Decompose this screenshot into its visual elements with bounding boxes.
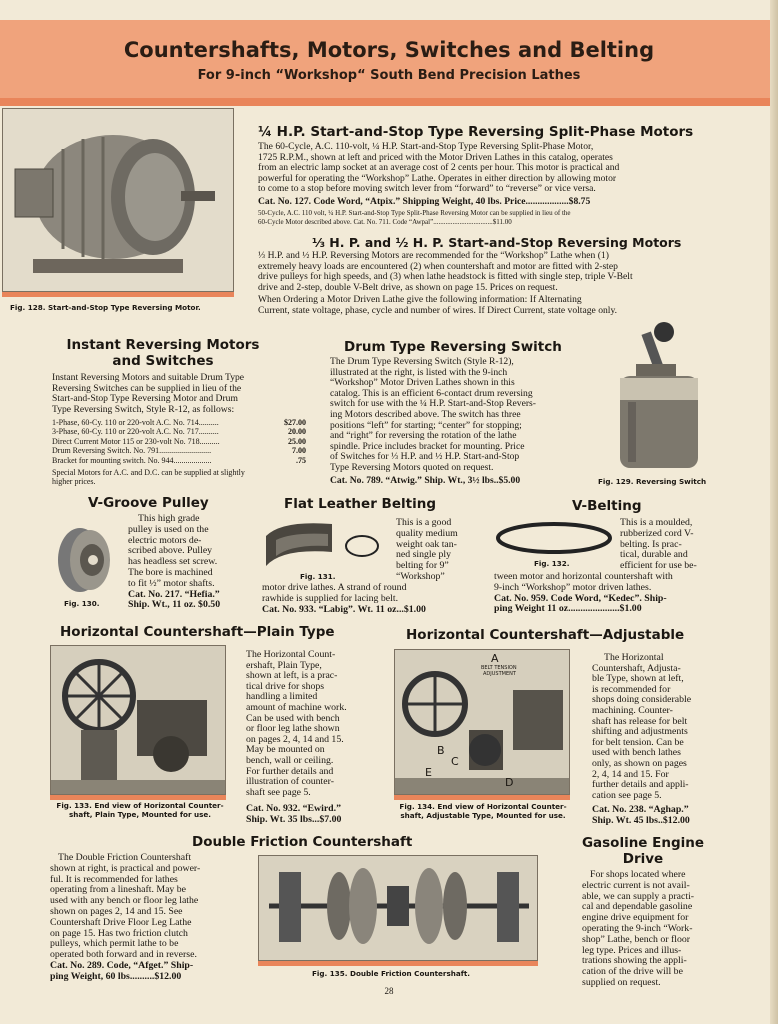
v-groove-heading: V-Groove Pulley xyxy=(88,495,209,511)
v-belting-heading: V-Belting xyxy=(572,498,642,514)
friction-line: used with any bench or floor leg lathe xyxy=(50,896,199,907)
special-motors-note xyxy=(52,468,310,486)
page-title: Countershafts, Motors, Switches and Belting xyxy=(123,38,655,62)
price-row xyxy=(52,437,306,446)
belting-line: ned single ply xyxy=(396,550,451,561)
adj-cat: Ship. Wt. 45 lbs..$12.00 xyxy=(592,815,690,826)
gasoline-line: cation of the drive will be xyxy=(582,967,683,978)
adj-line: Countershaft, Adjusta- xyxy=(592,663,681,674)
plain-line: ershaft, Plain Type, xyxy=(246,660,322,671)
fig-135-caption: Fig. 135. Double Friction Countershaft. xyxy=(312,969,471,978)
quarter-hp-note: 50-Cycle, A.C. 110 volt, ¼ H.P. Start-and-Stop Type Split-Phase Reversing Motor can be supplied in lieu of the xyxy=(258,208,571,217)
adj-line: for belt tension. Can be xyxy=(592,737,684,748)
flat-belting-body xyxy=(396,518,472,583)
plain-line: handling a limited xyxy=(246,692,318,703)
gasoline-line: shop” Lathe, bench or floor xyxy=(582,934,691,945)
vbelt-line: tween motor and horizontal countershaft with xyxy=(494,572,673,582)
label-adjustment: ADJUSTMENT xyxy=(483,671,516,677)
instant-motors-body xyxy=(52,373,310,415)
instant-heading-line: and Switches xyxy=(112,353,214,369)
v-belt-figure xyxy=(494,518,616,560)
vbelt-line: This is a moulded, xyxy=(620,518,693,528)
quarter-hp-heading: ¼ H.P. Start-and-Stop Type Reversing Split-Phase Motors xyxy=(258,124,694,140)
adj-line: shaft has release for belt xyxy=(592,716,688,727)
flat-belt-figure xyxy=(262,516,390,574)
adj-line: 2, 4, 14 and 15. For xyxy=(592,769,669,780)
drum-line: Type Reversing Motors quoted on request. xyxy=(330,462,494,473)
fig-133-line: Fig. 133. End view of Horizontal Counter- xyxy=(56,802,224,810)
gasoline-line: cal and dependable gasoline xyxy=(582,902,693,913)
horiz-plain-body xyxy=(246,650,376,826)
adj-line: The Horizontal xyxy=(604,653,664,663)
label-b: B xyxy=(437,744,445,757)
drum-line: switch for use with the ¼ H.P. Start-and-Stop Revers- xyxy=(330,399,536,410)
third-hp-line: drive pulleys for high speeds, and (3) when lathe headstock is fitted with single step, triple V-Belt xyxy=(258,272,633,283)
instant-heading-line: Instant Reversing Motors xyxy=(66,337,260,353)
horiz-adjustable-heading: Horizontal Countershaft—Adjustable xyxy=(406,627,685,643)
price-row xyxy=(52,446,306,455)
horiz-adjustable-body xyxy=(592,653,716,827)
vbelt-line: efficient for use be- xyxy=(620,561,697,572)
gasoline-heading xyxy=(570,835,716,867)
instant-line: Start-and-Stop Type Reversing Motor and Drum xyxy=(52,394,238,405)
third-hp-line: drive and 2-step, double V-Belt drive, as shown on page 15. Prices on request. xyxy=(258,282,558,293)
order-info-line: Current, state voltage, phase, cycle and number of wires. If Direct Current, state voltage only. xyxy=(258,305,618,316)
drum-line: The Drum Type Reversing Switch (Style R-12), xyxy=(330,357,514,367)
label-e: E xyxy=(425,766,432,779)
double-friction-rule xyxy=(258,961,538,966)
adj-line: cation see page 5. xyxy=(592,790,662,801)
gasoline-line: able, we can supply a practi- xyxy=(582,891,695,902)
drum-switch-illustration xyxy=(606,318,716,478)
friction-line: The Double Friction Countershaft xyxy=(58,853,192,863)
third-hp-line: extremely heavy loads are encountered (2) when countershaft and motor are fitted with 2-step xyxy=(258,261,618,272)
gasoline-line: leg type. Prices and illus- xyxy=(582,945,682,956)
price-value: 20.00 xyxy=(288,427,306,437)
gasoline-line: For shops located where xyxy=(590,870,686,880)
fig-134-caption xyxy=(392,803,574,820)
drum-switch-heading: Drum Type Reversing Switch xyxy=(344,339,562,355)
adj-line: further details and appli- xyxy=(592,780,689,791)
instant-motors-heading xyxy=(48,337,278,369)
plain-line: May be mounted on xyxy=(246,745,325,756)
quarter-hp-body xyxy=(258,142,714,227)
pulley-cat: Ship. Wt., 11 oz. $0.50 xyxy=(128,600,221,611)
adj-line: shops doing considerable xyxy=(592,695,692,706)
drum-line: catalog. This is an efficient 6-contact drum reversing xyxy=(330,388,533,399)
price-row xyxy=(52,456,306,465)
pulley-line: The bore is machined xyxy=(128,567,213,578)
pulley-line: This high grade xyxy=(138,514,200,524)
friction-line: on page 15. Has two friction clutch xyxy=(50,928,188,939)
drum-line: ing Motors described above. The switch has three xyxy=(330,409,521,420)
fig-133-caption xyxy=(50,802,230,819)
friction-line: ful. It is recommended for lathes xyxy=(50,874,178,885)
price-row xyxy=(52,418,306,427)
page-edge-shadow xyxy=(770,0,778,1024)
vbelt-line: belting. Is prac- xyxy=(620,539,682,550)
plain-cat: Ship. Wt. 35 lbs...$7.00 xyxy=(246,814,342,825)
double-friction-figure xyxy=(258,855,538,961)
price-item: Direct Current Motor 115 or 230-volt No. 718.......... xyxy=(52,436,220,446)
belting-line: “Workshop” xyxy=(396,571,445,582)
friction-line: operated both forward and in reverse. xyxy=(50,950,197,961)
v-belt-illustration xyxy=(494,518,616,560)
plain-line: Can be used with bench xyxy=(246,713,340,724)
vbelt-line: rubberized cord V- xyxy=(620,528,694,539)
fig-131-caption: Fig. 131. xyxy=(300,572,336,581)
page-subtitle: For 9-inch “Workshop“ South Bend Precision Lathes xyxy=(197,68,581,83)
label-belt-tension: BELT TENSION xyxy=(481,665,517,671)
plain-cat: Cat. No. 932. “Ewird.” xyxy=(246,804,341,815)
plain-line: amount of machine work. xyxy=(246,702,347,713)
vbelt-line: 9-inch “Workshop” motor driven lathes. xyxy=(494,582,652,593)
fig-132-caption: Fig. 132. xyxy=(534,559,570,568)
horiz-adjustable-figure xyxy=(394,649,570,795)
special-line: Special Motors for A.C. and D.C. can be supplied at slightly xyxy=(52,468,245,477)
v-belting-body xyxy=(620,518,716,572)
fig-134-line: Fig. 134. End view of Horizontal Counter- xyxy=(399,803,567,811)
drum-cat: Cat. No. 789. “Atwig.” Ship. Wt., 3½ lbs..$5.00 xyxy=(330,475,521,486)
horiz-plain-heading: Horizontal Countershaft—Plain Type xyxy=(60,624,335,640)
special-line: higher prices. xyxy=(52,477,96,486)
double-friction-illustration xyxy=(259,856,538,961)
adj-line: shifting and adjustments xyxy=(592,727,688,738)
adj-line: used with bench lathes xyxy=(592,748,681,759)
gasoline-line: engine drive equipment for xyxy=(582,913,689,924)
flat-belt-illustration xyxy=(262,516,390,574)
horiz-adjustable-rule xyxy=(394,795,570,800)
motor-figure-rule xyxy=(2,292,234,297)
friction-line: pulleys, which permit lathe to be xyxy=(50,939,179,950)
price-item: 1-Phase, 60-Cy. 110 or 220-volt A.C. No. 714.......... xyxy=(52,418,219,427)
gasoline-body xyxy=(582,870,716,989)
horiz-plain-figure xyxy=(50,645,226,795)
quarter-hp-note: 60-Cycle Motor described above. Cat. No. 711. Code “Awpal”..................................$11.00 xyxy=(258,217,512,226)
fig-130-caption: Fig. 130. xyxy=(64,599,100,608)
adj-line: ble Type, shown at left, xyxy=(592,674,684,685)
pulley-line: electric motors de- xyxy=(128,535,202,546)
instant-line: Reversing Switches can be supplied in lieu of the xyxy=(52,383,242,394)
price-item: 3-Phase, 60-Cy. 110 or 220-volt A.C. No. 717.......... xyxy=(52,427,219,437)
price-value: $27.00 xyxy=(284,418,306,427)
friction-cat: Cat. No. 289. Code, “Afget.” Ship- xyxy=(50,960,194,971)
price-value: 25.00 xyxy=(288,436,306,446)
double-friction-body xyxy=(50,853,246,983)
label-c: C xyxy=(451,755,459,768)
gasoline-heading-line: Drive xyxy=(622,851,664,867)
friction-line: shown at right, is practical and power- xyxy=(50,863,201,874)
page-number: 28 xyxy=(384,986,394,996)
fig-129-caption: Fig. 129. Reversing Switch xyxy=(598,477,707,486)
plain-line: The Horizontal Count- xyxy=(246,650,336,660)
plain-line: on pages 2, 4, 14 and 15. xyxy=(246,734,344,745)
label-d: D xyxy=(505,776,514,789)
instant-line: Type Reversing Switch, Style R-12, as follows: xyxy=(52,404,235,415)
label-a: A xyxy=(491,652,499,665)
quarter-hp-line: to come to a stop before moving switch lever from “forward” to “reverse” or vice versa. xyxy=(258,184,596,195)
price-row xyxy=(52,427,306,436)
belting-line: This is a good xyxy=(396,518,452,528)
third-hp-heading: ⅓ H. P. and ½ H. P. Start-and-Stop Reversing Motors xyxy=(312,235,682,250)
plain-line: bench, wall or ceiling. xyxy=(246,755,334,766)
pulley-line: has headless set screw. xyxy=(128,557,218,568)
drum-switch-body xyxy=(330,357,598,486)
pulley-line: scribed above. Pulley xyxy=(128,546,213,557)
price-value: .75 xyxy=(296,455,306,465)
friction-line: shown on pages 2, 14 and 15. See xyxy=(50,906,183,917)
horiz-plain-illustration xyxy=(51,646,226,795)
belting-line: motor drive lathes. A strand of round xyxy=(262,583,407,593)
gasoline-line: operating the 9-inch “Work- xyxy=(582,923,693,934)
gasoline-line: trations showing the appli- xyxy=(582,956,687,967)
third-hp-line: ⅓ H.P. and ½ H.P. Reversing Motors are recommended for the “Workshop” Lathe when (1) xyxy=(258,251,609,261)
adj-line: only, as shown on pages xyxy=(592,758,687,769)
flat-belting-heading: Flat Leather Belting xyxy=(284,496,436,512)
drum-line: of Switches for ⅓ H.P. and ½ H.P. Start-and-Stop xyxy=(330,452,520,463)
fig-128-caption: Fig. 128. Start-and-Stop Type Reversing Motor. xyxy=(10,303,201,312)
plain-line: tical drive for shops xyxy=(246,681,325,692)
gasoline-line: electric current is not avail- xyxy=(582,880,690,891)
pulley-illustration xyxy=(50,520,120,598)
instant-price-list xyxy=(52,418,306,465)
drum-line: spindle. Price includes bracket for mounting. Price xyxy=(330,441,525,452)
quarter-hp-line: 1725 R.P.M., shown at left and priced with the Motor Driven Lathes in this catalog, operates xyxy=(258,152,613,163)
drum-line: positions “left” for starting; “center” for stopping; xyxy=(330,420,522,431)
v-belting-body-2 xyxy=(494,572,716,615)
pulley-line: to fit ½” motor shafts. xyxy=(128,578,215,589)
fig-134-line: shaft, Adjustable Type, Mounted for use. xyxy=(400,811,566,820)
quarter-hp-cat: Cat. No. 127. Code Word, “Atpix.” Shipping Weight, 40 lbs. Price..................$8.75 xyxy=(258,196,591,207)
drum-line: illustrated at the right, is listed with the 9-inch xyxy=(330,367,508,378)
price-value: 7.00 xyxy=(292,446,306,456)
pulley-figure xyxy=(50,520,120,598)
drum-line: “Workshop” Motor Driven Lathes shown in this xyxy=(330,378,515,389)
friction-cat: ping Weight, 60 lbs..........$12.00 xyxy=(50,971,182,982)
motor-illustration xyxy=(3,109,234,292)
fig-133-line: shaft, Plain Type, Mounted for use. xyxy=(68,810,212,819)
instant-line: Instant Reversing Motors and suitable Drum Type xyxy=(52,373,245,383)
flat-belting-body-2 xyxy=(262,583,474,615)
belting-line: quality medium xyxy=(396,528,458,539)
vbelt-line: tical, durable and xyxy=(620,550,688,561)
plain-line: illustration of counter- xyxy=(246,777,334,788)
vbelt-cat: ping Weight 11 oz.....................$1.00 xyxy=(494,604,642,615)
belting-line: weight oak tan- xyxy=(396,539,457,550)
plain-line: shaft see page 5. xyxy=(246,787,311,798)
belting-line: rawhide is supplied for lacing belt. xyxy=(262,593,399,604)
quarter-hp-line: from an electric lamp socket at an average cost of 2 cents per hour. This motor is practical and xyxy=(258,163,620,174)
header-rule xyxy=(0,98,778,106)
horiz-plain-rule xyxy=(50,795,226,800)
belting-line: belting for 9” xyxy=(396,561,449,572)
gasoline-heading-line: Gasoline Engine xyxy=(581,835,705,851)
plain-line: shown at left, is a prac- xyxy=(246,671,338,682)
belting-cat: Cat. No. 933. “Labig”. Wt. 11 oz...$1.00 xyxy=(262,604,426,615)
double-friction-heading: Double Friction Countershaft xyxy=(192,834,413,850)
plain-line: For further details and xyxy=(246,766,334,777)
order-info-line: When Ordering a Motor Driven Lathe give the following information: If Alternating xyxy=(258,295,582,306)
adj-line: machining. Counter- xyxy=(592,705,673,716)
pulley-cat: Cat. No. 217. “Hefia.” xyxy=(128,589,220,600)
quarter-hp-line: The 60-Cycle, A.C. 110-volt, ¼ H.P. Start-and-Stop Type Reversing Split-Phase Motor, xyxy=(258,142,594,152)
price-item: Drum Reversing Switch. No. 791.......................... xyxy=(52,446,212,456)
quarter-hp-line: powerful for operating the “Workshop” Lathe. Operates in either direction by allowing motor xyxy=(258,173,617,184)
vbelt-cat: Cat. No. 959. Code Word, “Kedec”. Ship- xyxy=(494,593,667,604)
third-hp-body xyxy=(258,251,714,317)
drum-line: and “right” for reversing the rotation of the lathe xyxy=(330,431,517,442)
plain-line: or floor leg lathe shown xyxy=(246,724,340,735)
pulley-line: pulley is used on the xyxy=(128,524,209,535)
friction-line: Countershaft Drive Floor Leg Lathe xyxy=(50,917,192,928)
gasoline-line: supplied on request. xyxy=(582,977,661,988)
page-header xyxy=(0,20,778,100)
motor-figure xyxy=(2,108,234,292)
drum-switch-figure xyxy=(606,318,716,478)
v-groove-body xyxy=(128,514,238,611)
adj-line: is recommended for xyxy=(592,684,671,695)
price-item: Bracket for mounting switch. No. 944................... xyxy=(52,455,212,465)
friction-line: operating from a lineshaft. May be xyxy=(50,885,187,896)
adj-cat: Cat. No. 238. “Aghap.” xyxy=(592,805,689,816)
